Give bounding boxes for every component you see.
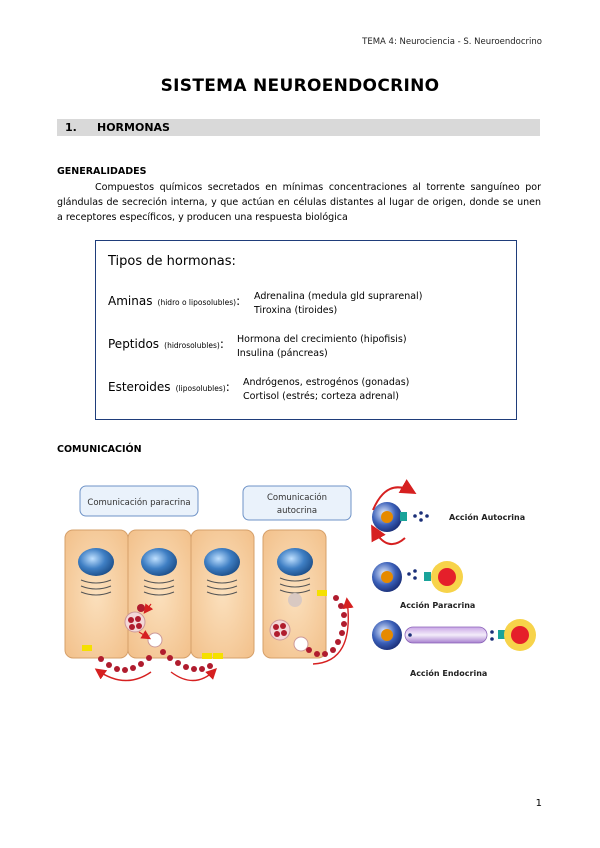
comunicacion-heading: COMUNICACIÓN <box>57 444 142 455</box>
section-heading: HORMONAS <box>97 121 170 134</box>
running-header: TEMA 4: Neurociencia - S. Neuroendocrino <box>362 37 542 47</box>
paracrine-action-label: Acción Paracrina <box>400 601 476 610</box>
generalidades-paragraph: Compuestos químicos secretados en mínimas concentraciones al torrente sanguíneo por glándulas de secreción interna, y que actúan en células distantes al lugar de origen, donde se unen a receptores específicos, y producen una respuesta biológica <box>57 182 541 223</box>
hormone-example: Cortisol (estrés; corteza adrenal) <box>243 391 399 402</box>
hormone-types-title: Tipos de hormonas: <box>108 254 236 269</box>
hormone-example: Insulina (páncreas) <box>237 348 328 359</box>
page-number: 1 <box>535 798 542 809</box>
hormone-class-name: Esteroides <box>108 380 171 394</box>
hormone-class-note: (hidro o liposolubles) <box>157 298 237 307</box>
hormone-class-note: (hidrosolubles) <box>164 341 220 350</box>
communication-diagram <box>55 472 545 704</box>
cell-4-autocrine <box>263 530 326 658</box>
hormone-example: Adrenalina (medula gld suprarenal) <box>254 291 423 302</box>
receptor <box>82 645 92 651</box>
endocrine-action-figure <box>372 619 536 651</box>
hormone-class-name: Peptidos <box>108 337 160 351</box>
paracrine-label: Comunicación paracrina <box>87 498 191 508</box>
autocrine-label-line2: autocrina <box>276 506 318 516</box>
paracrine-action-figure <box>372 561 463 593</box>
receptor <box>202 653 212 659</box>
autocrine-label-line1: Comunicación <box>266 493 328 503</box>
cell-3 <box>191 530 254 658</box>
autocrine-action-label: Acción Autocrina <box>449 513 526 522</box>
hormone-row-peptidos: Peptidos (hidrosolubles): <box>108 337 224 351</box>
cell-1 <box>65 530 128 658</box>
section-number: 1. <box>65 121 77 134</box>
endocrine-action-label: Acción Endocrina <box>410 669 488 678</box>
receptor <box>213 653 223 659</box>
hormone-example: Andrógenos, estrogénos (gonadas) <box>243 377 410 388</box>
hormone-example: Tiroxina (tiroides) <box>254 305 338 316</box>
hormone-row-aminas: Aminas (hidro o liposolubles): <box>108 294 241 308</box>
hormone-row-esteroides: Esteroides (liposolubles): <box>108 380 230 394</box>
autocrine-action-figure <box>372 487 429 544</box>
hormone-class-note: (liposolubles) <box>175 384 226 393</box>
hormone-class-name: Aminas <box>108 294 153 308</box>
document-title: SISTEMA NEUROENDOCRINO <box>160 76 440 96</box>
hormone-example: Hormona del crecimiento (hipofisis) <box>237 334 407 345</box>
generalidades-heading: GENERALIDADES <box>57 166 147 177</box>
cell-2 <box>125 530 191 658</box>
receptor <box>317 590 327 596</box>
